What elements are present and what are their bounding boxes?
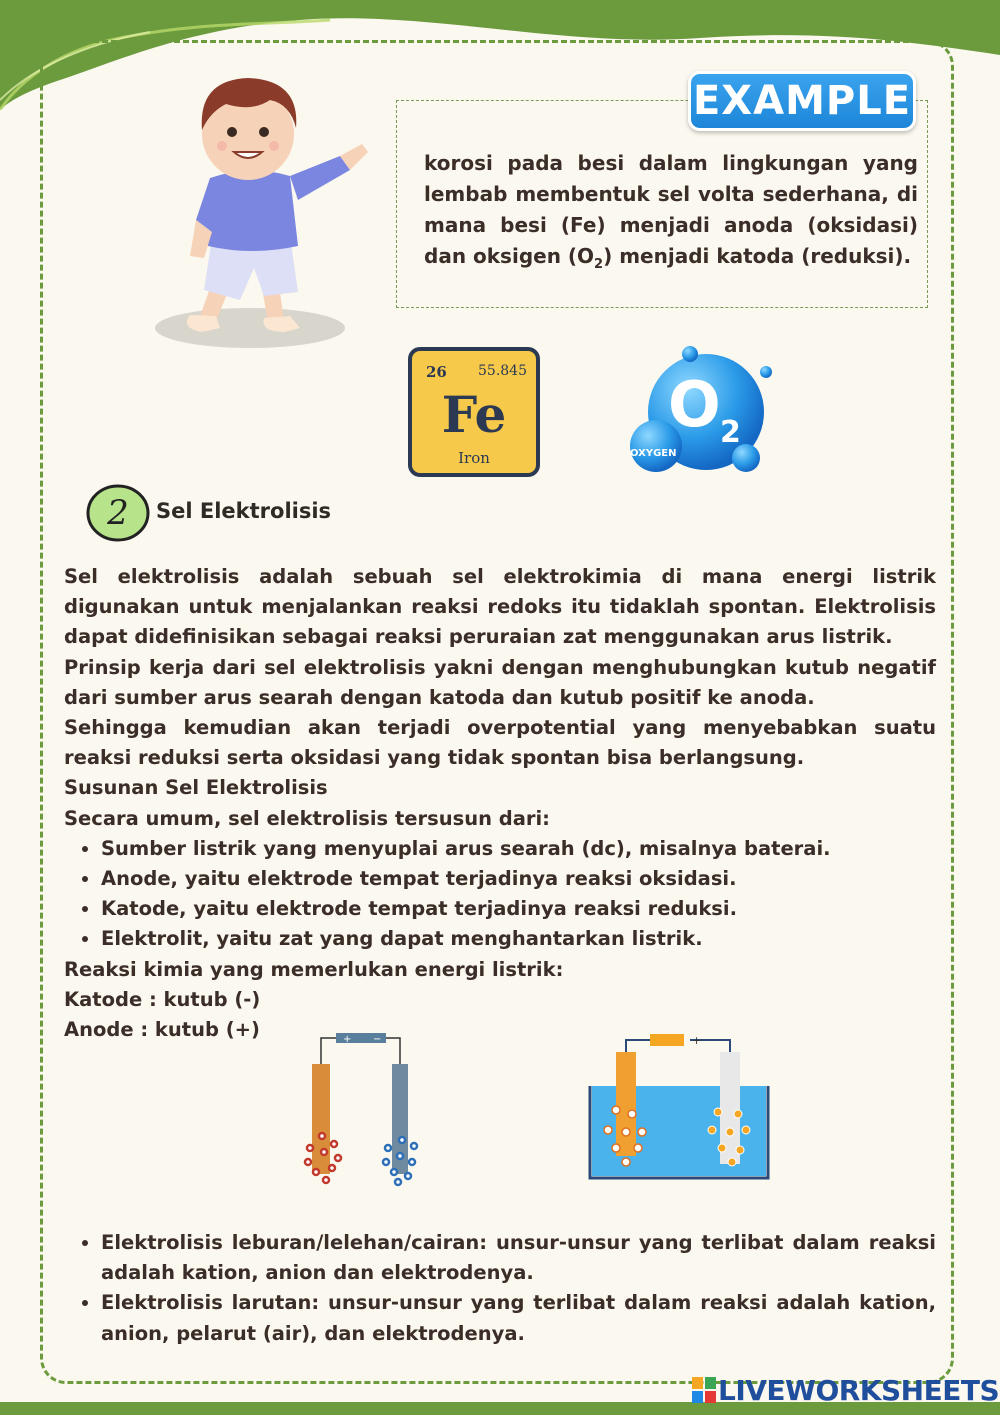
paragraph-definition: Sel elektrolisis adalah sebuah sel elektrokimia di mana energi listrik digunakan untuk menjalankan reaksi redoks itu tidaklah spontan. Elektrolisis dapat didefinisikan sebagai reaksi peruraian zat menggunakan arus listrik. — [64, 565, 936, 649]
reaction-heading: Reaksi kimia yang memerlukan energi listrik: — [64, 957, 564, 981]
battery-plus-sign: + — [343, 1034, 352, 1045]
example-text-subscript: 2 — [594, 257, 604, 272]
list-item: • Elektrolisis larutan: unsur-unsur yang terlibat dalam reaksi adalah kation, anion, pelarut (air), dan elektrodenya. — [101, 1288, 936, 1348]
body-content — [64, 562, 936, 1045]
electrolysis-types — [64, 1228, 936, 1349]
example-badge: EXAMPLE — [688, 71, 916, 131]
electrolysis-diagram-solution — [586, 1030, 772, 1182]
iron-element-tile — [408, 347, 540, 477]
logo-text: LIVEWORKSHEETS — [718, 1373, 1000, 1407]
types-list — [64, 1228, 936, 1349]
anode-line: Anode : kutub (+) — [64, 1018, 260, 1042]
components-list — [64, 834, 936, 955]
liveworksheets-logo — [692, 1374, 999, 1406]
section-number-badge — [86, 484, 150, 542]
composition-intro: Secara umum, sel elektrolisis tersusun dari: — [64, 806, 550, 830]
list-item: • Elektrolisis leburan/lelehan/cairan: unsur-unsur yang terlibat dalam reaksi adalah kation, anion dan elektrodenya. — [101, 1228, 936, 1288]
list-item: • Katode, yaitu elektrode tempat terjadinya reaksi reduksi. — [101, 894, 936, 924]
example-text — [424, 148, 918, 272]
paragraph-overpotential: Sehingga kemudian akan terjadi overpotential yang menyebabkan suatu reaksi reduksi serta oksidasi yang tidak spontan bisa berlangsung. — [64, 716, 936, 770]
o2-subscript: 2 — [720, 415, 741, 450]
o2-label: OXYGEN — [630, 448, 677, 459]
atomic-number: 26 — [426, 363, 447, 381]
battery-minus-sign: − — [373, 1034, 382, 1045]
katode-line: Katode : kutub (-) — [64, 987, 261, 1011]
logo-mark-icon — [692, 1377, 716, 1403]
section-number: 2 — [107, 493, 129, 533]
paragraph-principle: Prinsip kerja dari sel elektrolisis yakni dengan menghubungkan kutub negatif dari sumber arus searah dengan katoda dan kutub positif ke anoda. — [64, 655, 936, 709]
list-item: • Sumber listrik yang menyuplai arus searah (dc), misalnya baterai. — [101, 834, 936, 864]
list-item: • Elektrolit, yaitu zat yang dapat menghantarkan listrik. — [101, 924, 936, 954]
list-item: • Anode, yaitu elektrode tempat terjadinya reaksi oksidasi. — [101, 864, 936, 894]
boy-illustration — [140, 60, 380, 360]
subheading-composition: Susunan Sel Elektrolisis — [64, 776, 328, 800]
atomic-mass: 55.845 — [478, 363, 527, 379]
element-symbol: Fe — [441, 385, 507, 444]
o2-symbol: O — [668, 368, 721, 441]
element-name: Iron — [458, 449, 490, 467]
example-text-prefix: korosi pada besi dalam lingkungan yang lembab membentuk sel volta sederhana, di mana besi (Fe) menjadi anoda (oksidasi) dan oksigen (O — [424, 151, 918, 268]
electrolysis-diagram-molten — [298, 1030, 426, 1190]
section-title: Sel Elektrolisis — [156, 499, 332, 523]
battery-plus-sign: + — [692, 1034, 702, 1047]
example-text-suffix: ) menjadi katoda (reduksi). — [603, 244, 912, 268]
oxygen-molecule-graphic — [620, 342, 780, 482]
